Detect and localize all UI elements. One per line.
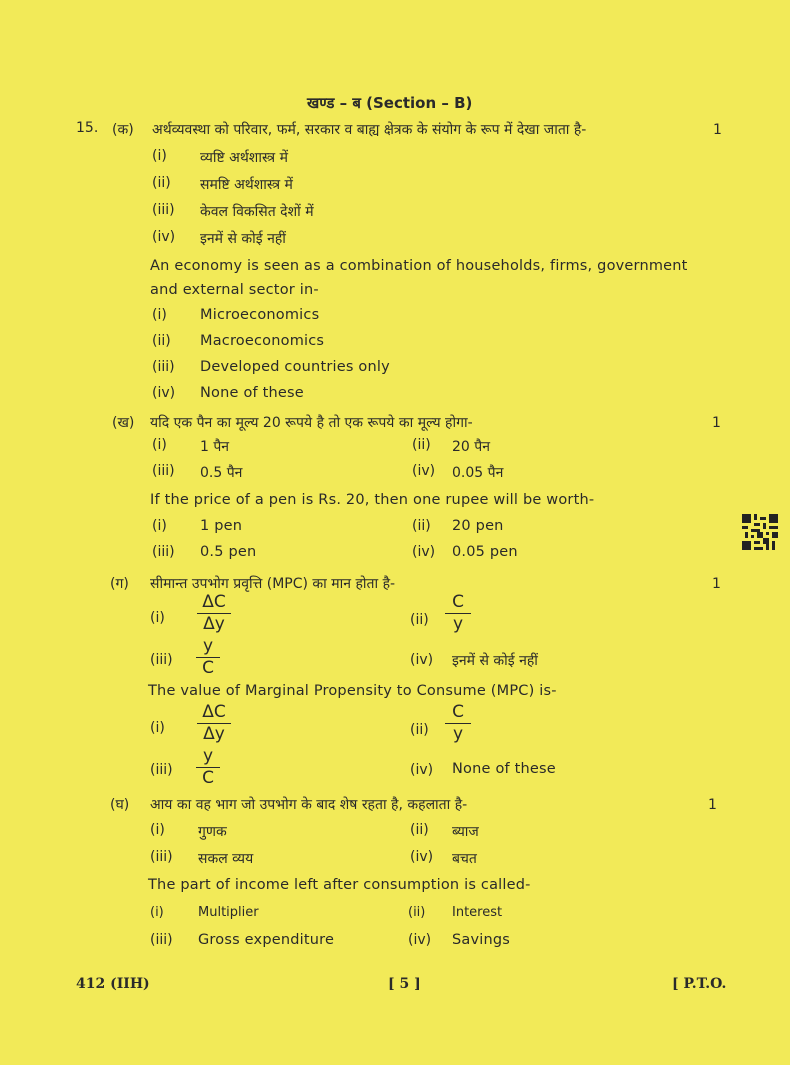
option-number: (ii) [152,333,171,349]
option-number: (iii) [150,932,173,948]
option-number: (ii) [152,175,171,191]
option-number: (i) [150,905,164,920]
fraction-numerator: ΔC [197,594,231,614]
option-text: इनमें से कोई नहीं [200,231,286,247]
page-number: [ 5 ] [388,976,421,992]
question-kha-hindi: यदि एक पैन का मूल्य 20 रूपये है तो एक रूपये का मूल्य होगा- [150,415,473,431]
option-text: 0.5 पैन [200,465,243,481]
question-ga-hindi: सीमान्त उपभोग प्रवृत्ति (MPC) का मान होता है- [150,576,396,592]
qr-code-icon [742,514,778,550]
option-text: बचत [452,851,477,867]
option-text: Developed countries only [200,359,390,375]
option-number: (iii) [150,652,173,668]
option-text: 1 pen [200,518,243,534]
option-number: (i) [152,148,167,164]
option-number: (ii) [410,612,429,628]
question-ka-english-line2: and external sector in- [150,282,319,298]
option-number: (iii) [152,463,175,479]
option-number: (iii) [150,762,173,778]
fraction-numerator: y [196,748,220,768]
marks-gha: 1 [708,797,717,813]
fraction-y-over-c [196,748,220,787]
option-number: (ii) [410,822,429,838]
option-text: 0.05 pen [452,544,518,560]
fraction-denominator: Δy [203,724,225,744]
option-number: (ii) [412,518,431,534]
option-number: (iv) [152,385,176,401]
option-number: (iv) [412,463,436,479]
option-text: None of these [200,385,304,401]
fraction-numerator: C [445,704,471,724]
option-number: (iii) [152,202,175,218]
option-number: (iv) [152,229,176,245]
fraction-delta-c-over-delta-y [197,594,231,633]
fraction-c-over-y [445,594,471,633]
option-text: Interest [452,905,503,920]
option-text: व्यष्टि अर्थशास्त्र में [200,150,288,166]
question-ka-hindi: अर्थव्यवस्था को परिवार, फर्म, सरकार व बाह्य क्षेत्रक के संयोग के रूप में देखा जाता है- [152,122,587,138]
fraction-numerator: C [445,594,471,614]
question-number: 15. [76,120,99,136]
option-text: इनमें से कोई नहीं [452,653,538,669]
option-number: (iii) [150,849,173,865]
option-text: Macroeconomics [200,333,325,349]
fraction-denominator: Δy [203,614,225,634]
option-number: (iv) [408,932,432,948]
fraction-denominator: y [452,724,464,744]
option-number: (i) [150,720,165,736]
pto-note: [ P.T.O. [672,976,727,992]
option-number: (i) [152,518,167,534]
option-text: Multiplier [198,905,259,920]
part-label-ga: (ग) [110,576,129,592]
option-number: (i) [150,610,165,626]
option-text: 20 pen [452,518,504,534]
question-ga-english: The value of Marginal Propensity to Consume (MPC) is- [148,683,557,699]
option-text: 0.05 पैन [452,465,504,481]
option-number: (iii) [152,359,175,375]
section-title: खण्ड – ब (Section – B) [307,94,473,112]
option-text: सकल व्यय [198,851,254,867]
option-text: Gross expenditure [198,932,335,948]
option-text: Microeconomics [200,307,320,323]
fraction-delta-c-over-delta-y [197,704,231,743]
option-text: 20 पैन [452,439,490,455]
option-number: (iv) [410,849,434,865]
paper-code: 412 (IIH) [76,976,150,992]
question-ka-english-line1: An economy is seen as a combination of households, firms, government [150,258,688,274]
option-number: (ii) [410,722,429,738]
option-text: केवल विकसित देशों में [200,204,314,220]
option-text: 0.5 pen [200,544,257,560]
fraction-denominator: C [202,768,214,788]
option-number: (ii) [412,437,431,453]
part-label-ka: (क) [112,122,134,138]
option-number: (iv) [410,652,434,668]
marks-kha: 1 [712,415,721,431]
part-label-gha: (घ) [110,797,130,813]
fraction-denominator: C [202,658,214,678]
option-number: (i) [152,307,167,323]
question-gha-hindi: आय का वह भाग जो उपभोग के बाद शेष रहता है, कहलाता है- [150,797,468,813]
option-text: None of these [452,761,556,777]
fraction-denominator: y [452,614,464,634]
option-text: Savings [452,932,511,948]
fraction-numerator: ΔC [197,704,231,724]
option-text: समष्टि अर्थशास्त्र में [200,177,293,193]
question-gha-english: The part of income left after consumption is called- [148,877,531,893]
option-number: (iii) [152,544,175,560]
part-label-kha: (ख) [112,415,135,431]
marks-ga: 1 [712,576,721,592]
option-number: (iv) [410,762,434,778]
fraction-c-over-y [445,704,471,743]
option-text: गुणक [198,824,227,840]
marks-ka: 1 [713,122,722,138]
option-text: ब्याज [452,824,479,840]
fraction-y-over-c [196,638,220,677]
fraction-numerator: y [196,638,220,658]
option-number: (i) [150,822,165,838]
option-number: (iv) [412,544,436,560]
option-number: (ii) [408,905,426,920]
question-kha-english: If the price of a pen is Rs. 20, then one rupee will be worth- [150,492,595,508]
option-text: 1 पैन [200,439,230,455]
option-number: (i) [152,437,167,453]
